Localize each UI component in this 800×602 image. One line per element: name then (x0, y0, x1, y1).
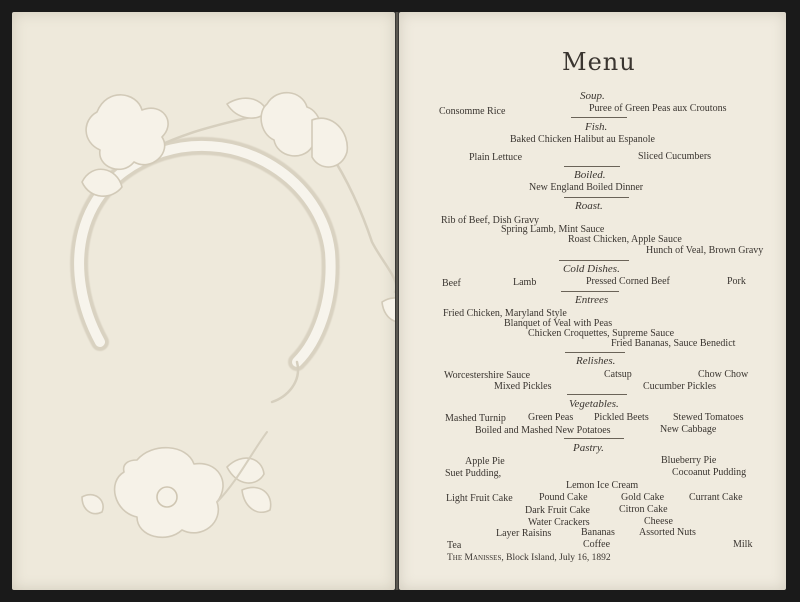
menu-item: Dark Fruit Cake (525, 505, 590, 516)
menu-item: Lemon Ice Cream (566, 480, 639, 491)
menu-item: Gold Cake (621, 492, 665, 503)
menu-item: Roast Chicken, Apple Sauce (568, 234, 682, 245)
menu-item: Apple Pie (465, 456, 505, 467)
menu-item: Pound Cake (539, 492, 588, 503)
menu-item: New Cabbage (660, 424, 717, 435)
footer-venue-date (447, 552, 611, 564)
menu-item: Consomme Rice (439, 106, 506, 117)
menu-item: Citron Cake (619, 504, 668, 515)
menu-item: Cheese (644, 516, 673, 527)
menu-item: Light Fruit Cake (446, 493, 513, 504)
heading-pastry: Pastry. (573, 442, 604, 454)
right-page-menu (399, 12, 786, 590)
menu-item: Puree of Green Peas aux Croutons (589, 103, 727, 114)
menu-item: New England Boiled Dinner (529, 182, 644, 193)
menu-item: Pickled Beets (594, 412, 649, 423)
menu-title: Menu (562, 48, 636, 76)
left-page-embossed-cover (12, 12, 395, 590)
menu-item: Cocoanut Pudding (672, 467, 747, 478)
menu-item: Chow Chow (698, 369, 749, 380)
heading-vegetables: Vegetables. (569, 398, 619, 410)
heading-relishes: Relishes. (576, 355, 616, 367)
divider-rule (564, 197, 629, 198)
menu-item: Hunch of Veal, Brown Gravy (646, 245, 764, 256)
embossed-floral-horseshoe-illustration (12, 12, 395, 590)
menu-item: Cucumber Pickles (643, 381, 717, 392)
divider-rule (561, 291, 619, 292)
menu-item: Stewed Tomatoes (673, 412, 744, 423)
menu-item: Coffee (583, 539, 611, 550)
heading-cold-dishes: Cold Dishes. (563, 263, 620, 275)
menu-item: Pressed Corned Beef (586, 276, 670, 287)
menu-item: Water Crackers (528, 517, 590, 528)
menu-item: Blueberry Pie (661, 455, 717, 466)
menu-item: Layer Raisins (496, 528, 552, 539)
heading-boiled: Boiled. (574, 169, 606, 181)
menu-item: Suet Pudding, (445, 468, 502, 479)
menu-item: Baked Chicken Halibut au Espanole (510, 134, 655, 145)
menu-item: Green Peas (528, 412, 574, 423)
divider-rule (564, 438, 624, 439)
menu-item: Sliced Cucumbers (638, 151, 712, 162)
menu-item: Bananas (581, 527, 615, 538)
footer-venue: The Manisses (447, 553, 502, 563)
divider-rule (565, 352, 625, 353)
heading-fish: Fish. (585, 121, 608, 133)
menu-item: Blanquet of Veal with Peas (504, 318, 613, 329)
menu-item: Fried Bananas, Sauce Benedict (611, 338, 736, 349)
divider-rule (571, 117, 627, 118)
menu-item: Boiled and Mashed New Potatoes (475, 425, 611, 436)
footer-location-date: , Block Island, July 16, 1892 (501, 553, 611, 563)
menu-item: Mixed Pickles (494, 381, 552, 392)
menu-item: Lamb (513, 277, 537, 288)
divider-rule (559, 260, 629, 261)
heading-entrees: Entrees (575, 294, 609, 306)
heading-soup: Soup. (580, 90, 605, 102)
menu-item: Tea (447, 540, 462, 551)
menu-item: Pork (727, 276, 746, 287)
menu-item: Assorted Nuts (639, 527, 696, 538)
divider-rule (567, 394, 627, 395)
heading-roast: Roast. (575, 200, 603, 212)
menu-item: Rib of Beef, Dish Gravy (441, 215, 540, 226)
menu-item: Fried Chicken, Maryland Style (443, 308, 567, 319)
menu-item: Beef (442, 278, 461, 289)
menu-item: Plain Lettuce (469, 152, 523, 163)
divider-rule (564, 166, 620, 167)
menu-item: Milk (733, 539, 753, 550)
menu-item: Mashed Turnip (445, 413, 506, 424)
menu-item: Currant Cake (689, 492, 743, 503)
menu-item: Worcestershire Sauce (444, 370, 531, 381)
menu-item: Catsup (604, 369, 632, 380)
menu-item: Spring Lamb, Mint Sauce (501, 224, 605, 235)
menu-item: Chicken Croquettes, Supreme Sauce (528, 328, 675, 339)
